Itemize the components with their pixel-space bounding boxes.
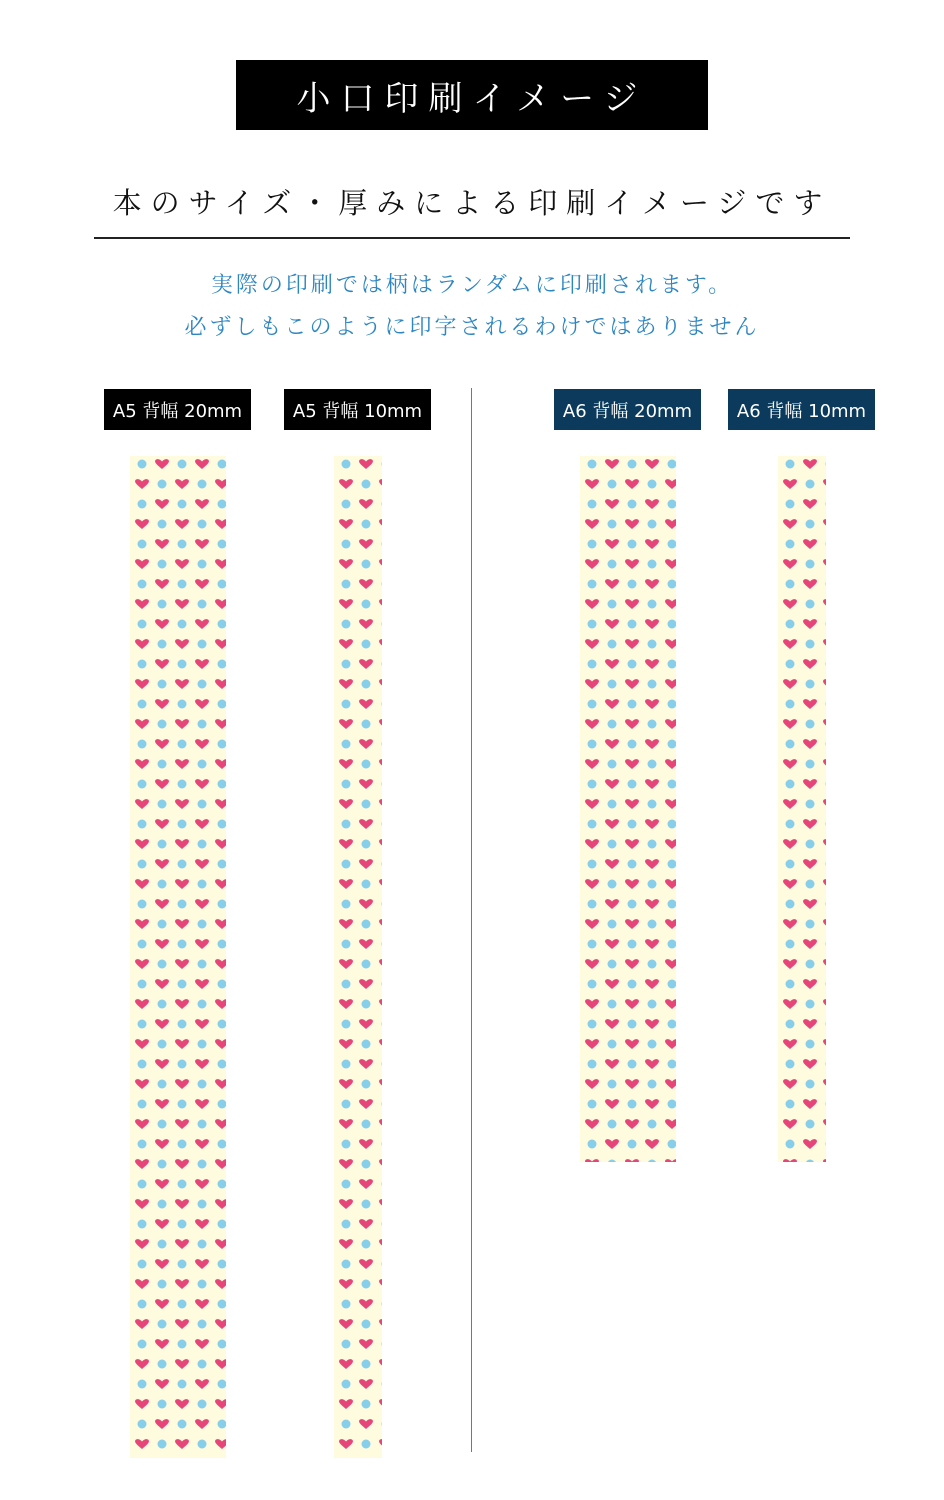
label-a5-20mm: A5 背幅 20mm bbox=[104, 389, 251, 430]
label-a6-20mm: A6 背幅 20mm bbox=[554, 389, 701, 430]
subtitle-underline bbox=[94, 237, 850, 239]
label-a5-10mm: A5 背幅 10mm bbox=[284, 389, 431, 430]
section-divider bbox=[471, 388, 472, 1452]
note-line-1: 実際の印刷では柄はランダムに印刷されます。 bbox=[210, 273, 734, 298]
page-title: 小口印刷イメージ bbox=[236, 60, 708, 130]
edge-pattern-a5-20mm bbox=[130, 456, 226, 1458]
page-subtitle: 本のサイズ・厚みによる印刷イメージです bbox=[112, 185, 832, 220]
note-line-2: 必ずしもこのように印字されるわけではありません bbox=[184, 315, 760, 340]
label-a6-10mm: A6 背幅 10mm bbox=[728, 389, 875, 430]
edge-pattern-a5-10mm bbox=[334, 456, 382, 1458]
edge-pattern-a6-20mm bbox=[580, 456, 676, 1162]
edge-pattern-a6-10mm bbox=[778, 456, 826, 1162]
